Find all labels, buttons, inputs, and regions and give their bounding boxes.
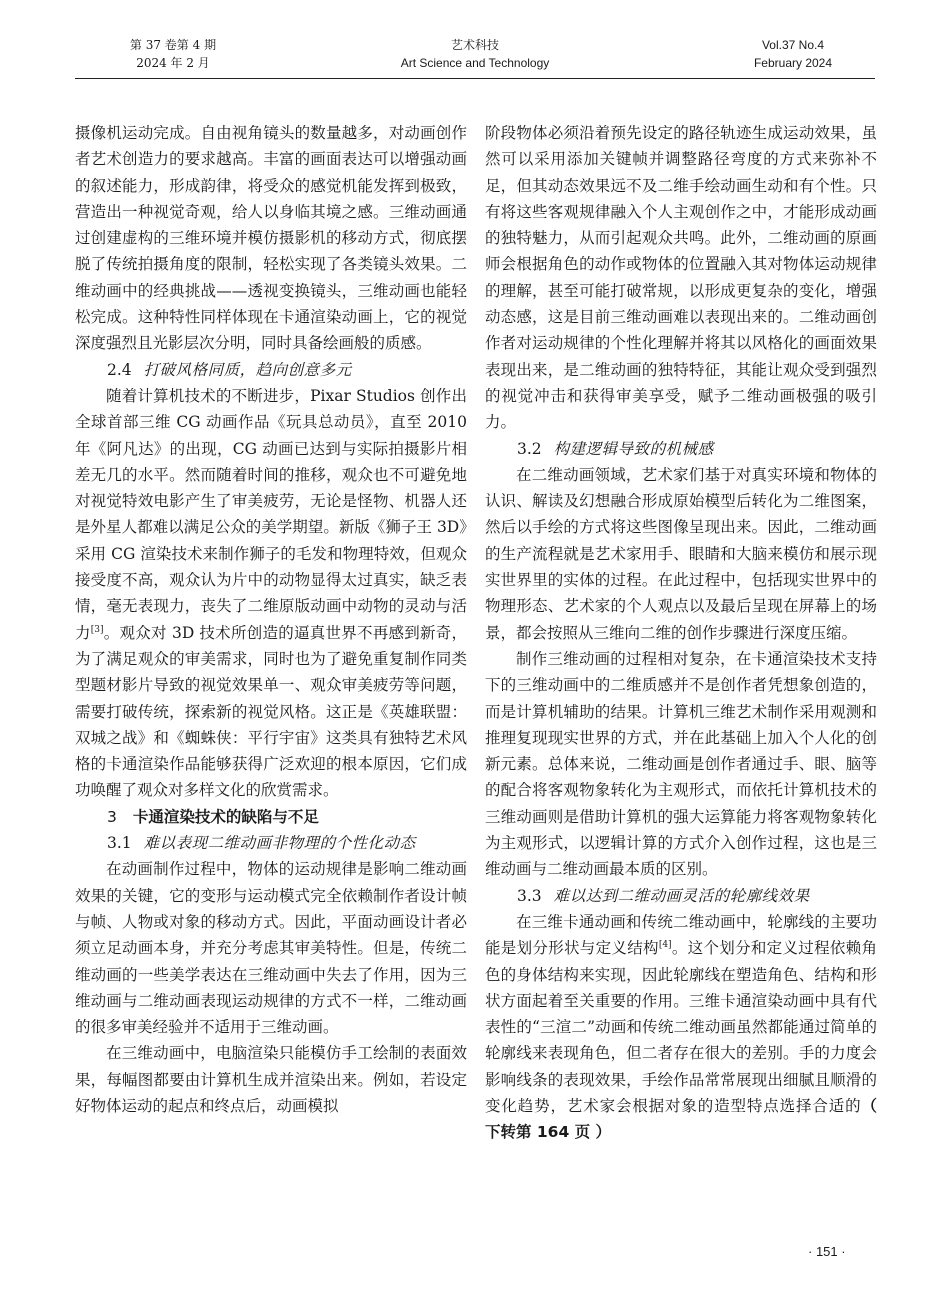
paragraph: 摄像机运动完成。自由视角镜头的数量越多，对动画创作者艺术创造力的要求越高。丰富的画面表达可以增强动画的叙述能力，形成韵律，将受众的感觉机能发挥到极致，营造出一种视觉奇观，给人以身临其境之感。三维动画通过创建虚构的三维环境并模仿摄影机的移动方式，彻底摆脱了传统拍摄角度的限制，轻松实现了各类镜头效果。二维动画中的经典挑战——透视变换镜头，三维动画也能轻松完成。这种特性同样体现在卡通渲染动画上，它的视觉深度强烈且光影层次分明，同时具备绘画般的质感。 <box>75 124 467 353</box>
publication-date: 2024 年 2 月 <box>136 56 210 70</box>
paragraph: 在二维动画领域，艺术家们基于对真实环境和物体的认识、解读及幻想融合形成原始模型后转化为二维图案，然后以手绘的方式将这些图像呈现出来。因此，二维动画的生产流程就是艺术家用手、眼睛和大脑来模仿和展示现实世界里的实体的过程。在此过程中，包括现实世界中的物理形态、艺术家的个人观点以及最后呈现在屏幕上的场景，都会按照从三维向二维的创作步骤进行深度压缩。 <box>485 465 877 642</box>
section-title: 难以表现二维动画非物理的个性化动态 <box>143 834 416 853</box>
paragraph <box>485 909 877 1146</box>
header-divider <box>75 78 875 79</box>
journal-title-cn: 艺术科技 <box>450 38 499 52</box>
section-number: 3 <box>107 807 117 826</box>
section-heading-3-2 <box>485 436 877 462</box>
section-number: 3.3 <box>517 886 542 905</box>
section-heading-3-3 <box>485 883 877 909</box>
paragraph: 制作三维动画的过程相对复杂，在卡通渲染技术支持下的三维动画中的二维质感并不是创作者凭想象创造的，而是计算机辅助的结果。计算机三维艺术制作采用观测和推理复现现实世界的方式，并在此基础上加入个人化的创新元素。总体来说，二维动画是创作者通过手、眼、脑等的配合将客观物象转化为主观形式，而依托计算机技术的三维动画则是借助计算机的强大运算能力将客观物象转化为主观形式，以逻辑计算的方式介入创作过程，这也是三维动画与二维动画最本质的区别。 <box>485 649 877 879</box>
journal-header <box>75 36 875 80</box>
section-title: 打破风格同质，趋向创意多元 <box>143 360 352 379</box>
journal-title-en: Art Science and Technology <box>400 56 550 70</box>
section-number: 3.2 <box>517 439 542 458</box>
issue-info <box>113 36 233 72</box>
section-number: 3.1 <box>107 834 132 853</box>
citation-ref-4[interactable]: [4] <box>658 940 672 951</box>
section-heading-3 <box>75 804 467 830</box>
volume-issue: 第 37 卷第 4 期 <box>129 38 217 52</box>
section-title: 卡通渲染技术的缺陷与不足 <box>132 807 319 826</box>
section-heading-3-1 <box>75 830 467 856</box>
page-number: · 151 · <box>808 1244 846 1259</box>
publication-date-en: February 2024 <box>753 56 833 70</box>
paragraph: 在三维动画中，电脑渲染只能模仿手工绘制的表面效果，每幅图都要由计算机生成并渲染出来。例如，若设定好物体运动的起点和终点后，动画模拟 <box>75 1044 467 1115</box>
volume-issue-en: Vol.37 No.4 <box>761 38 825 52</box>
journal-title <box>375 36 575 72</box>
right-column <box>485 120 877 1146</box>
paragraph <box>75 383 467 804</box>
paragraph-text: 。观众对 3D 技术所创造的逼真世界不再感到新奇，为了满足观众的审美需求，同时也为了避免重复制作同类型题材影片导致的视觉效果单一、观众审美疲劳等问题，需要打破传统，探索新的视觉风格。这正是《英雄联盟：双城之战》和《蜘蛛侠：平行宇宙》这类具有独特艺术风格的卡通渲染作品能够获得广泛欢迎的根本原因，它们成功唤醒了观众对多样文化的欣赏需求。 <box>75 623 467 800</box>
continued-on-note: （ 下转第 164 页 ） <box>485 1096 877 1142</box>
section-number: 2.4 <box>107 360 132 379</box>
citation-ref-3[interactable]: [3] <box>90 624 104 635</box>
section-title: 难以达到二维动画灵活的轮廓线效果 <box>553 886 810 905</box>
issue-info-en <box>733 36 853 72</box>
paragraph-text: 随着计算机技术的不断进步，Pixar Studios 创作出全球首部三维 CG 动画作品《玩具总动员》，直至 2010 年《阿凡达》的出现，CG 动画已达到与实际拍摄影片相差无几的水平。然而随着时间的推移，观众也不可避免地对视觉特效电影产生了审美疲劳，无论是怪物、机器人还是外星人都难以满足公众的美学期望。新版《狮子王 3D》采用 CG 渲染技术来制作狮子的毛发和物理特效，但观众接受度不高，观众认为片中的动物显得太过真实，缺乏表情，毫无表现力，丧失了二维原版动画中动物的灵动与活力 <box>75 386 467 642</box>
paragraph: 阶段物体必须沿着预先设定的路径轨迹生成运动效果，虽然可以采用添加关键帧并调整路径弯度的方式来弥补不足，但其动态效果远不及二维手绘动画生动和有个性。只有将这些客观规律融入个人主观创作之中，才能形成动画的独特魅力，从而引起观众共鸣。此外，二维动画的原画师会根据角色的动作或物体的位置融入其对物体运动规律的理解，甚至可能打破常规，以形成更复杂的变化，增强动态感，这是目前三维动画难以表现出来的。二维动画创作者对运动规律的个性化理解并将其以风格化的画面效果表现出来，是二维动画的独特特征，其能让观众受到强烈的视觉冲击和获得审美享受，赋予二维动画极强的吸引力。 <box>485 124 877 432</box>
paragraph-text: 。这个划分和定义过程依赖角色的身体结构来实现，因此轮廓线在塑造角色、结构和形状方面起着至关重要的作用。三维卡通渲染动画中具有代表性的“三渲二”动画和传统二维动画虽然都能通过简单的轮廓线来表现角色，但二者存在很大的差别。手的力度会影响线条的表现效果，手绘作品常常展现出细腻且顺滑的变化趋势，艺术家会根据对象的造型特点选择合适的 <box>485 939 877 1115</box>
section-title: 构建逻辑导致的机械感 <box>553 439 714 458</box>
paragraph: 在动画制作过程中，物体的运动规律是影响二维动画效果的关键，它的变形与运动模式完全依赖制作者设计帧与帧、人物或对象的移动方式。因此，平面动画设计者必须立足动画本身，并充分考虑其审美特性。但是，传统二维动画的一些美学表达在三维动画中失去了作用，因为三维动画与二维动画表现运动规律的方式不一样，二维动画的很多审美经验并不适用于三维动画。 <box>75 860 467 1037</box>
section-heading-2-4 <box>75 357 467 383</box>
left-column <box>75 120 467 1119</box>
paragraph-text: 在三维卡通动画和传统二维动画中，轮廓线的主要功能是划分形状与定义结构 <box>485 912 877 958</box>
